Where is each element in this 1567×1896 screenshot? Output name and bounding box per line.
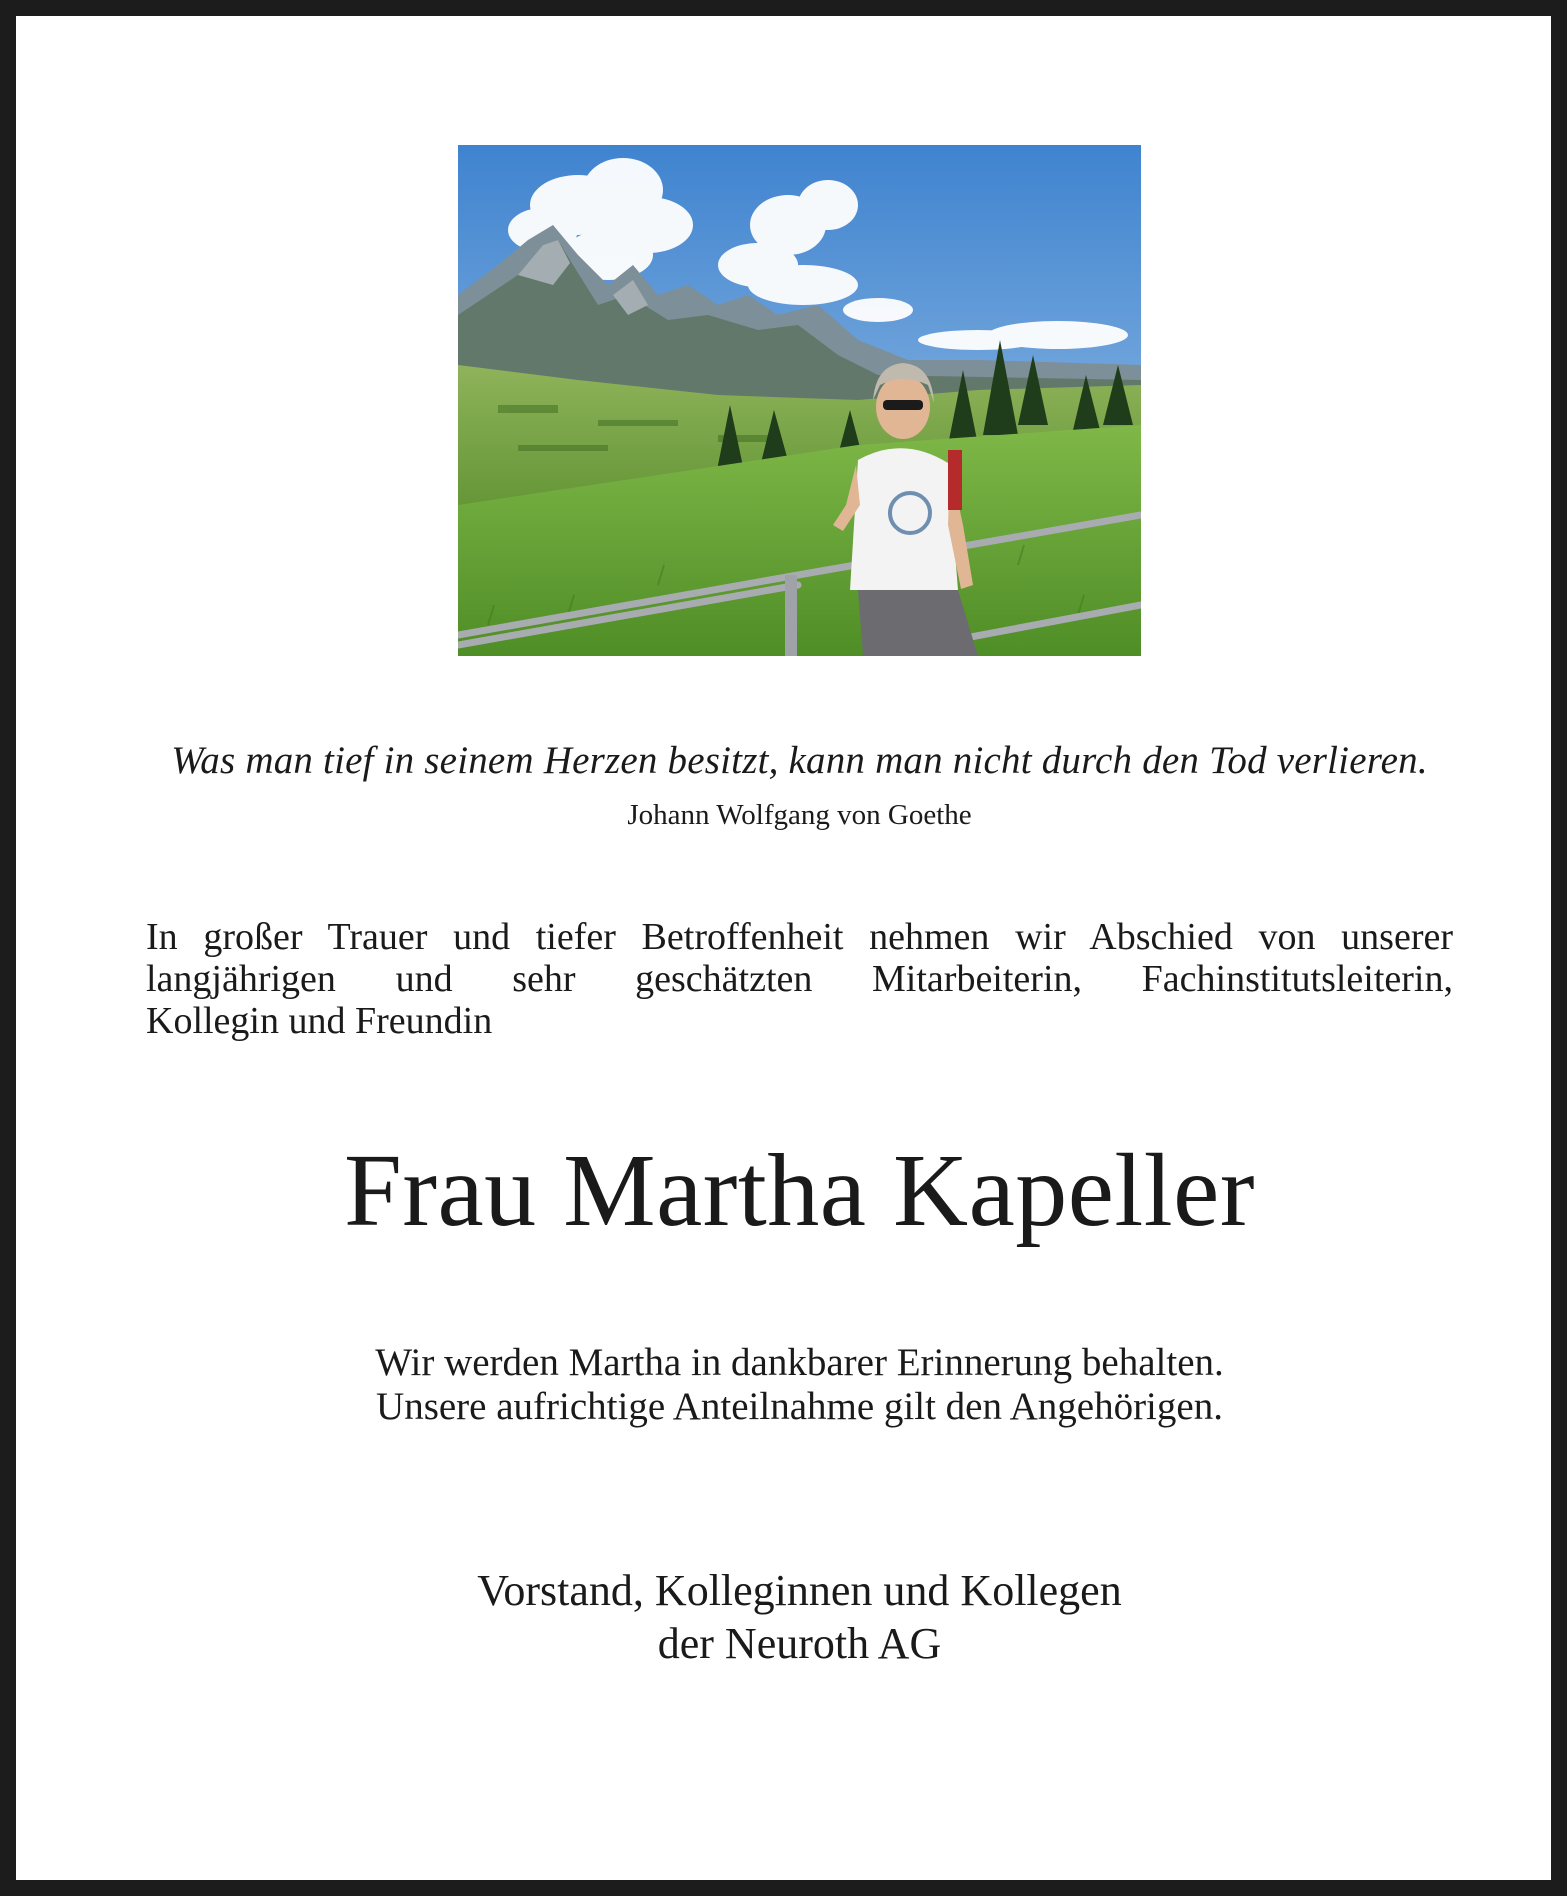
sender-signature xyxy=(16,1564,1567,1670)
goethe-quote: Was man tief in seinem Herzen besitzt, kann man nicht durch den Tod verlieren. xyxy=(171,739,1428,782)
sender-line-2: der Neuroth AG xyxy=(657,1619,942,1668)
remembrance-line-2: Unsere aufrichtige Anteilnahme gilt den Angehörigen. xyxy=(376,1385,1223,1428)
intro-line-1: In großer Trauer und tiefer Betroffenheit nehmen wir Abschied von unserer xyxy=(146,916,1453,958)
quote-author: Johann Wolfgang von Goethe xyxy=(627,799,972,831)
mourning-intro xyxy=(146,916,1453,1042)
remembrance-line-1: Wir werden Martha in dankbarer Erinnerung behalten. xyxy=(375,1341,1224,1384)
intro-line-3: Kollegin und Freundin xyxy=(146,1000,493,1042)
intro-line-2: langjährigen und sehr geschätzten Mitarbeiterin, Fachinstitutsleiterin, xyxy=(146,958,1453,1000)
deceased-name: Frau Martha Kapeller xyxy=(344,1133,1255,1248)
memorial-photo xyxy=(458,145,1141,656)
sender-line-1: Vorstand, Kolleginnen und Kollegen xyxy=(477,1566,1122,1615)
remembrance-text xyxy=(16,1341,1567,1429)
